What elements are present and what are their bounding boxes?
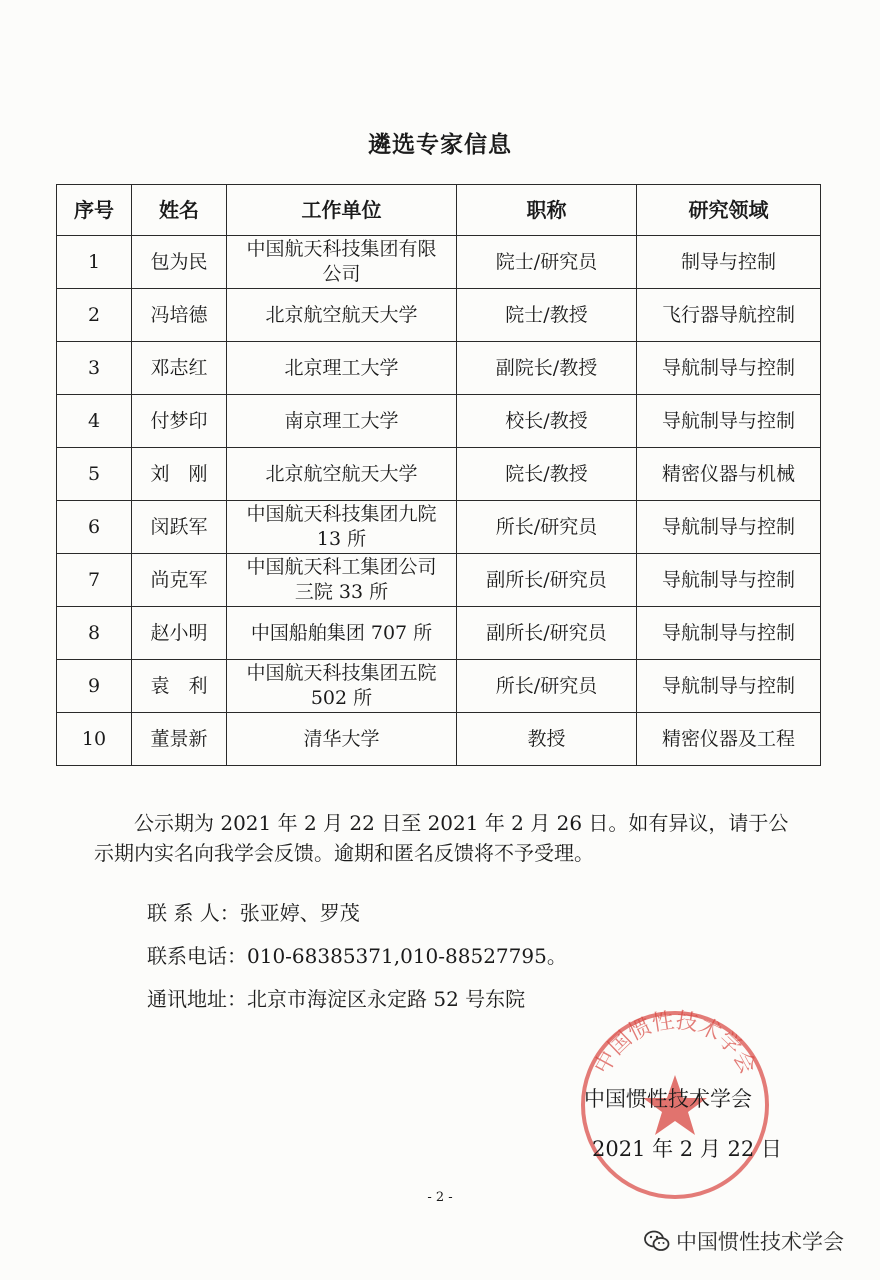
org-line: 公司 <box>322 263 361 285</box>
cell-field: 导航制导与控制 <box>637 395 821 448</box>
cell-field: 精密仪器及工程 <box>637 713 821 766</box>
table-row <box>57 342 821 395</box>
cell-org <box>227 554 457 607</box>
notice-paragraph: 公示期为 2021 年 2 月 22 日至 2021 年 2 月 26 日。如有异议，请于公示期内实名向我学会反馈。逾期和匿名反馈将不予受理。 <box>94 811 789 865</box>
cell-title: 教授 <box>457 713 637 766</box>
header-no: 序号 <box>57 185 132 236</box>
contact-phone: 联系电话：010-68385371,010-88527795。 <box>147 944 567 968</box>
cell-field: 导航制导与控制 <box>637 554 821 607</box>
cell-name: 袁 利 <box>132 660 227 713</box>
issue-date: 2021 年 2 月 22 日 <box>592 1137 782 1161</box>
cell-title: 所长/研究员 <box>457 501 637 554</box>
wechat-watermark <box>644 1226 844 1256</box>
svg-text:中国惯性技术学会 <box>590 1009 760 1079</box>
table-header-row <box>57 185 821 236</box>
issuer-name: 中国惯性技术学会 <box>584 1087 752 1111</box>
cell-title: 副所长/研究员 <box>457 607 637 660</box>
contact-address: 通讯地址：北京市海淀区永定路 52 号东院 <box>147 987 526 1011</box>
seal-text: 中国惯性技术学会 <box>589 1008 761 1079</box>
page-number: - 2 - <box>427 1190 453 1205</box>
cell-no: 7 <box>57 554 132 607</box>
org-line: 南京理工大学 <box>284 409 399 432</box>
cell-title: 校长/教授 <box>457 395 637 448</box>
header-name: 姓名 <box>132 185 227 236</box>
cell-name: 冯培德 <box>132 289 227 342</box>
cell-name: 包为民 <box>132 236 227 289</box>
table-body <box>57 236 821 766</box>
header-field: 研究领域 <box>637 185 821 236</box>
cell-title: 院长/教授 <box>457 448 637 501</box>
table-row <box>57 395 821 448</box>
cell-name: 闵跃军 <box>132 501 227 554</box>
table-row <box>57 607 821 660</box>
cell-no: 1 <box>57 236 132 289</box>
table-row <box>57 289 821 342</box>
cell-name: 刘 刚 <box>132 448 227 501</box>
cell-no: 2 <box>57 289 132 342</box>
table-row <box>57 554 821 607</box>
cell-no: 3 <box>57 342 132 395</box>
cell-org <box>227 395 457 448</box>
cell-org <box>227 713 457 766</box>
org-line: 北京航空航天大学 <box>265 462 418 485</box>
experts-table <box>56 184 821 766</box>
cell-title: 所长/研究员 <box>457 660 637 713</box>
org-line: 中国航天科技集团有限 <box>246 238 437 260</box>
cell-field: 精密仪器与机械 <box>637 448 821 501</box>
cell-field: 飞行器导航控制 <box>637 289 821 342</box>
org-line: 中国船舶集团 707 所 <box>250 621 433 644</box>
table-row <box>57 501 821 554</box>
cell-org <box>227 236 457 289</box>
header-org: 工作单位 <box>227 185 457 236</box>
org-line: 中国航天科技集团五院 <box>246 662 437 684</box>
cell-org <box>227 342 457 395</box>
org-line: 中国航天科技集团九院 <box>246 503 437 525</box>
cell-name: 董景新 <box>132 713 227 766</box>
cell-no: 8 <box>57 607 132 660</box>
cell-org <box>227 660 457 713</box>
cell-name: 尚克军 <box>132 554 227 607</box>
org-line: 北京航空航天大学 <box>265 303 418 326</box>
cell-org <box>227 289 457 342</box>
org-line: 502 所 <box>310 687 373 709</box>
cell-title: 院士/研究员 <box>457 236 637 289</box>
cell-org <box>227 607 457 660</box>
cell-no: 5 <box>57 448 132 501</box>
cell-no: 4 <box>57 395 132 448</box>
table-row <box>57 448 821 501</box>
cell-title: 副所长/研究员 <box>457 554 637 607</box>
org-line: 北京理工大学 <box>284 356 399 379</box>
wechat-icon <box>644 1230 670 1252</box>
cell-field: 导航制导与控制 <box>637 501 821 554</box>
cell-title: 院士/教授 <box>457 289 637 342</box>
cell-no: 10 <box>57 713 132 766</box>
cell-no: 6 <box>57 501 132 554</box>
org-line: 清华大学 <box>303 727 380 750</box>
cell-title: 副院长/教授 <box>457 342 637 395</box>
cell-org <box>227 501 457 554</box>
cell-org <box>227 448 457 501</box>
document-title: 遴选专家信息 <box>368 132 512 158</box>
cell-field: 导航制导与控制 <box>637 342 821 395</box>
org-line: 13 所 <box>316 528 367 550</box>
cell-name: 邓志红 <box>132 342 227 395</box>
cell-field: 制导与控制 <box>637 236 821 289</box>
org-line: 中国航天科工集团公司 <box>246 556 437 578</box>
cell-no: 9 <box>57 660 132 713</box>
table-row <box>57 660 821 713</box>
table-row <box>57 713 821 766</box>
header-title: 职称 <box>457 185 637 236</box>
cell-field: 导航制导与控制 <box>637 660 821 713</box>
org-line: 三院 33 所 <box>294 581 389 603</box>
table-row <box>57 236 821 289</box>
cell-name: 付梦印 <box>132 395 227 448</box>
contact-person: 联 系 人：张亚婷、罗茂 <box>147 901 360 925</box>
watermark-text: 中国惯性技术学会 <box>676 1230 844 1254</box>
cell-name: 赵小明 <box>132 607 227 660</box>
cell-field: 导航制导与控制 <box>637 607 821 660</box>
